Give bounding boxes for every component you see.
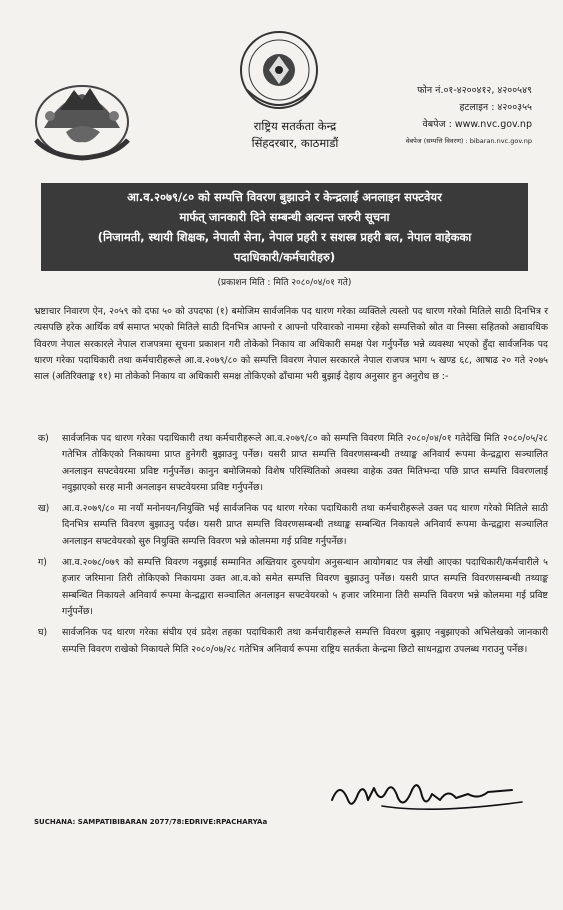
hotline-text: हटलाइन : ४२००३५५ [459,102,532,113]
list-item [38,501,548,550]
list-item [38,431,548,496]
list-item-marker: ग) [38,557,47,569]
contact-block [352,82,532,150]
nvc-seal-icon [237,30,321,116]
list-item-marker: क) [38,433,49,444]
org-block [236,118,354,152]
list-item-text: आ.व.२०७८/०७९ को सम्पत्ति विवरण नबुझाई सम्मानित अख्तियार दुरुपयोग अनुसन्धान आयोगबाट पत्र लेखी आएका पदाधिकारी/कर्मचारीले ५ हजार जरिमाना तिरी तोकिएको निकायमा उक्त आ.व.को समेत सम्पत्ति विवरण बुझाउनु पर्नेछ। यसरी प्राप्त सम्पत्ति विवरणसम्बन्धी तथ्याङ्क सम्बन्धित निकायले अनिवार्य रूपमा केन्द्रद्वारा सञ्चालित अनलाइन सफ्टवेयरको ५ हजार जरिमाना तिरी सम्पत्ति विवरण भन्ने कोलममा गई प्रविष्ट गर्नुपर्नेछ। [62,557,548,617]
list-item-marker: घ) [38,627,48,639]
notice-title-box [41,183,528,271]
notice-title-line4: पदाधिकारी/कर्मचारीहरु) [233,250,336,264]
instruction-list [38,431,548,663]
notice-title-line1: आ.व.२०७९/८० को सम्पत्ति विवरण बुझाउने र केन्द्रलाई अनलाइन सफ्टवेयर [127,190,442,204]
intro-paragraph: भ्रष्टाचार निवारण ऐन, २०५९ को दफा ५० को उपदफा (१) बमोजिम सार्वजनिक पद धारण गरेका व्यक्तिले त्यस्तो पद धारण गरेको मितिले साठी दिनभित्र र त्यसपछि हरेक आर्थिक वर्ष समाप्त भएको मितिले साठी दिनभित्र आफ्नो र आफ्नो परिवारको नाममा रहेको सम्पत्तिको स्रोत वा निस्सा सहितको अद्यावधिक विवरण नेपाल सरकारले नेपाल राजपत्रमा सूचना प्रकाशन गरी तोकेको निकाय वा अधिकारी समक्ष पेश गर्नुपर्नेछ भन्ने व्यवस्था भएको हुँदा सार्वजनिक पद धारण गरेका पदाधिकारी तथा कर्मचारीहरूले आ.व.२०७९/८० को सम्पत्ति विवरण नेपाल सरकारले नेपाल राजपत्र भाग ५ खण्ड ६८, आषाढ २० गते २०७५ साल (अतिरिक्ताङ्क ११) मा तोकेको निकाय वा अधिकारी समक्ष तोकिएको ढाँचामा भरी बुझाई देहाय अनुसार हुन अनुरोध छ :- [34,306,548,383]
nepal-emblem-icon [30,70,134,164]
phone-text: फोन नं.०१-४२००४१२, ४२००५४९ [417,85,532,96]
list-item-marker: ख) [38,503,50,515]
document-code: SUCHANA: SAMPATIBIBARAN 2077/78:EDRIVE:RPACHARYAa [34,818,268,826]
org-name: राष्ट्रिय सतर्कता केन्द्र [253,119,337,133]
website-text: वेबपेज : www.nvc.gov.np [422,119,532,130]
list-item-text: आ.व.२०७९/८० मा नयाँ मनोनयन/नियुक्ति भई सार्वजनिक पद धारण गरेका पदाधिकारी तथा कर्मचारीहरूले उक्त पद धारण गरेको मितिले साठी दिनभित्र सम्पत्ति विवरण बुझाउनु पर्दछ। यसरी प्राप्त सम्पत्ति विवरणसम्बन्धी तथ्याङ्क सम्बन्धित निकायले अनिवार्य रूपमा केन्द्रद्वारा सञ्चालित अनलाइन सफ्टवेयरको सुरु नियुक्ति सम्पत्ति विवरण भन्ने कोलममा गई प्रविष्ट गर्नुपर्नेछ। [62,503,548,547]
org-address: सिंहदरबार, काठमाडौं [251,136,339,150]
list-item-text: सार्वजनिक पद धारण गरेका संघीय एवं प्रदेश तहका पदाधिकारी तथा कर्मचारीहरूले सम्पत्ति विवरण बुझाए नबुझाएको अभिलेखको जानकारी सम्पत्ति विवरण राखेको निकायले मिति २०८०/०७/२८ गतेभित्र अनिवार्य रूपमा राष्ट्रिय सतर्कता केन्द्रमा छिटो साधनद्वारा उपलब्ध गराउनु पर्नेछ। [62,627,548,655]
list-item-text: सार्वजनिक पद धारण गरेका पदाधिकारी तथा कर्मचारीहरूले आ.व.२०७९/८० को सम्पत्ति विवरण मिति २०८०/०४/०१ गतेदेखि मिति २०८०/०५/२८ गतेभित्र तोकिएको निकायमा प्राप्त हुनेगरी बुझाउनु पर्नेछ। यसरी प्राप्त सम्पत्ति विवरणसम्बन्धी तथ्याङ्क अनिवार्य रूपमा केन्द्रद्वारा सञ्चालित अनलाइन सफ्टवेयरमा प्रविष्ट गर्नुपर्नेछ। कानुन बमोजिमको विशेष परिस्थितिको अवस्था वाहेक उक्त मितिभन्दा पछि प्राप्त सम्पत्ति विवरणलाई नवुझाएको सरह मानी अनलाइन सफ्टवेयरमा प्रविष्ट गर्नुपर्नेछ। [62,433,548,493]
property-website-text: वेबपेज (सम्पत्ति विवरण) : bibaran.nvc.gov.np [405,137,532,145]
notice-title-line3: (निजामती, स्थायी शिक्षक, नेपाली सेना, नेपाल प्रहरी र सशस्त्र प्रहरी बल, नेपाल वाहेकका [97,230,472,244]
publish-date: (प्रकाशन मिति : मिति २०८०/०४/०१ गते) [217,278,352,288]
list-item [38,625,548,658]
notice-title-line2: मार्फत् जानकारी दिने सम्बन्धी अत्यन्त जरुरी सूचना [179,210,390,224]
list-item [38,555,548,620]
signature-icon [322,770,532,820]
